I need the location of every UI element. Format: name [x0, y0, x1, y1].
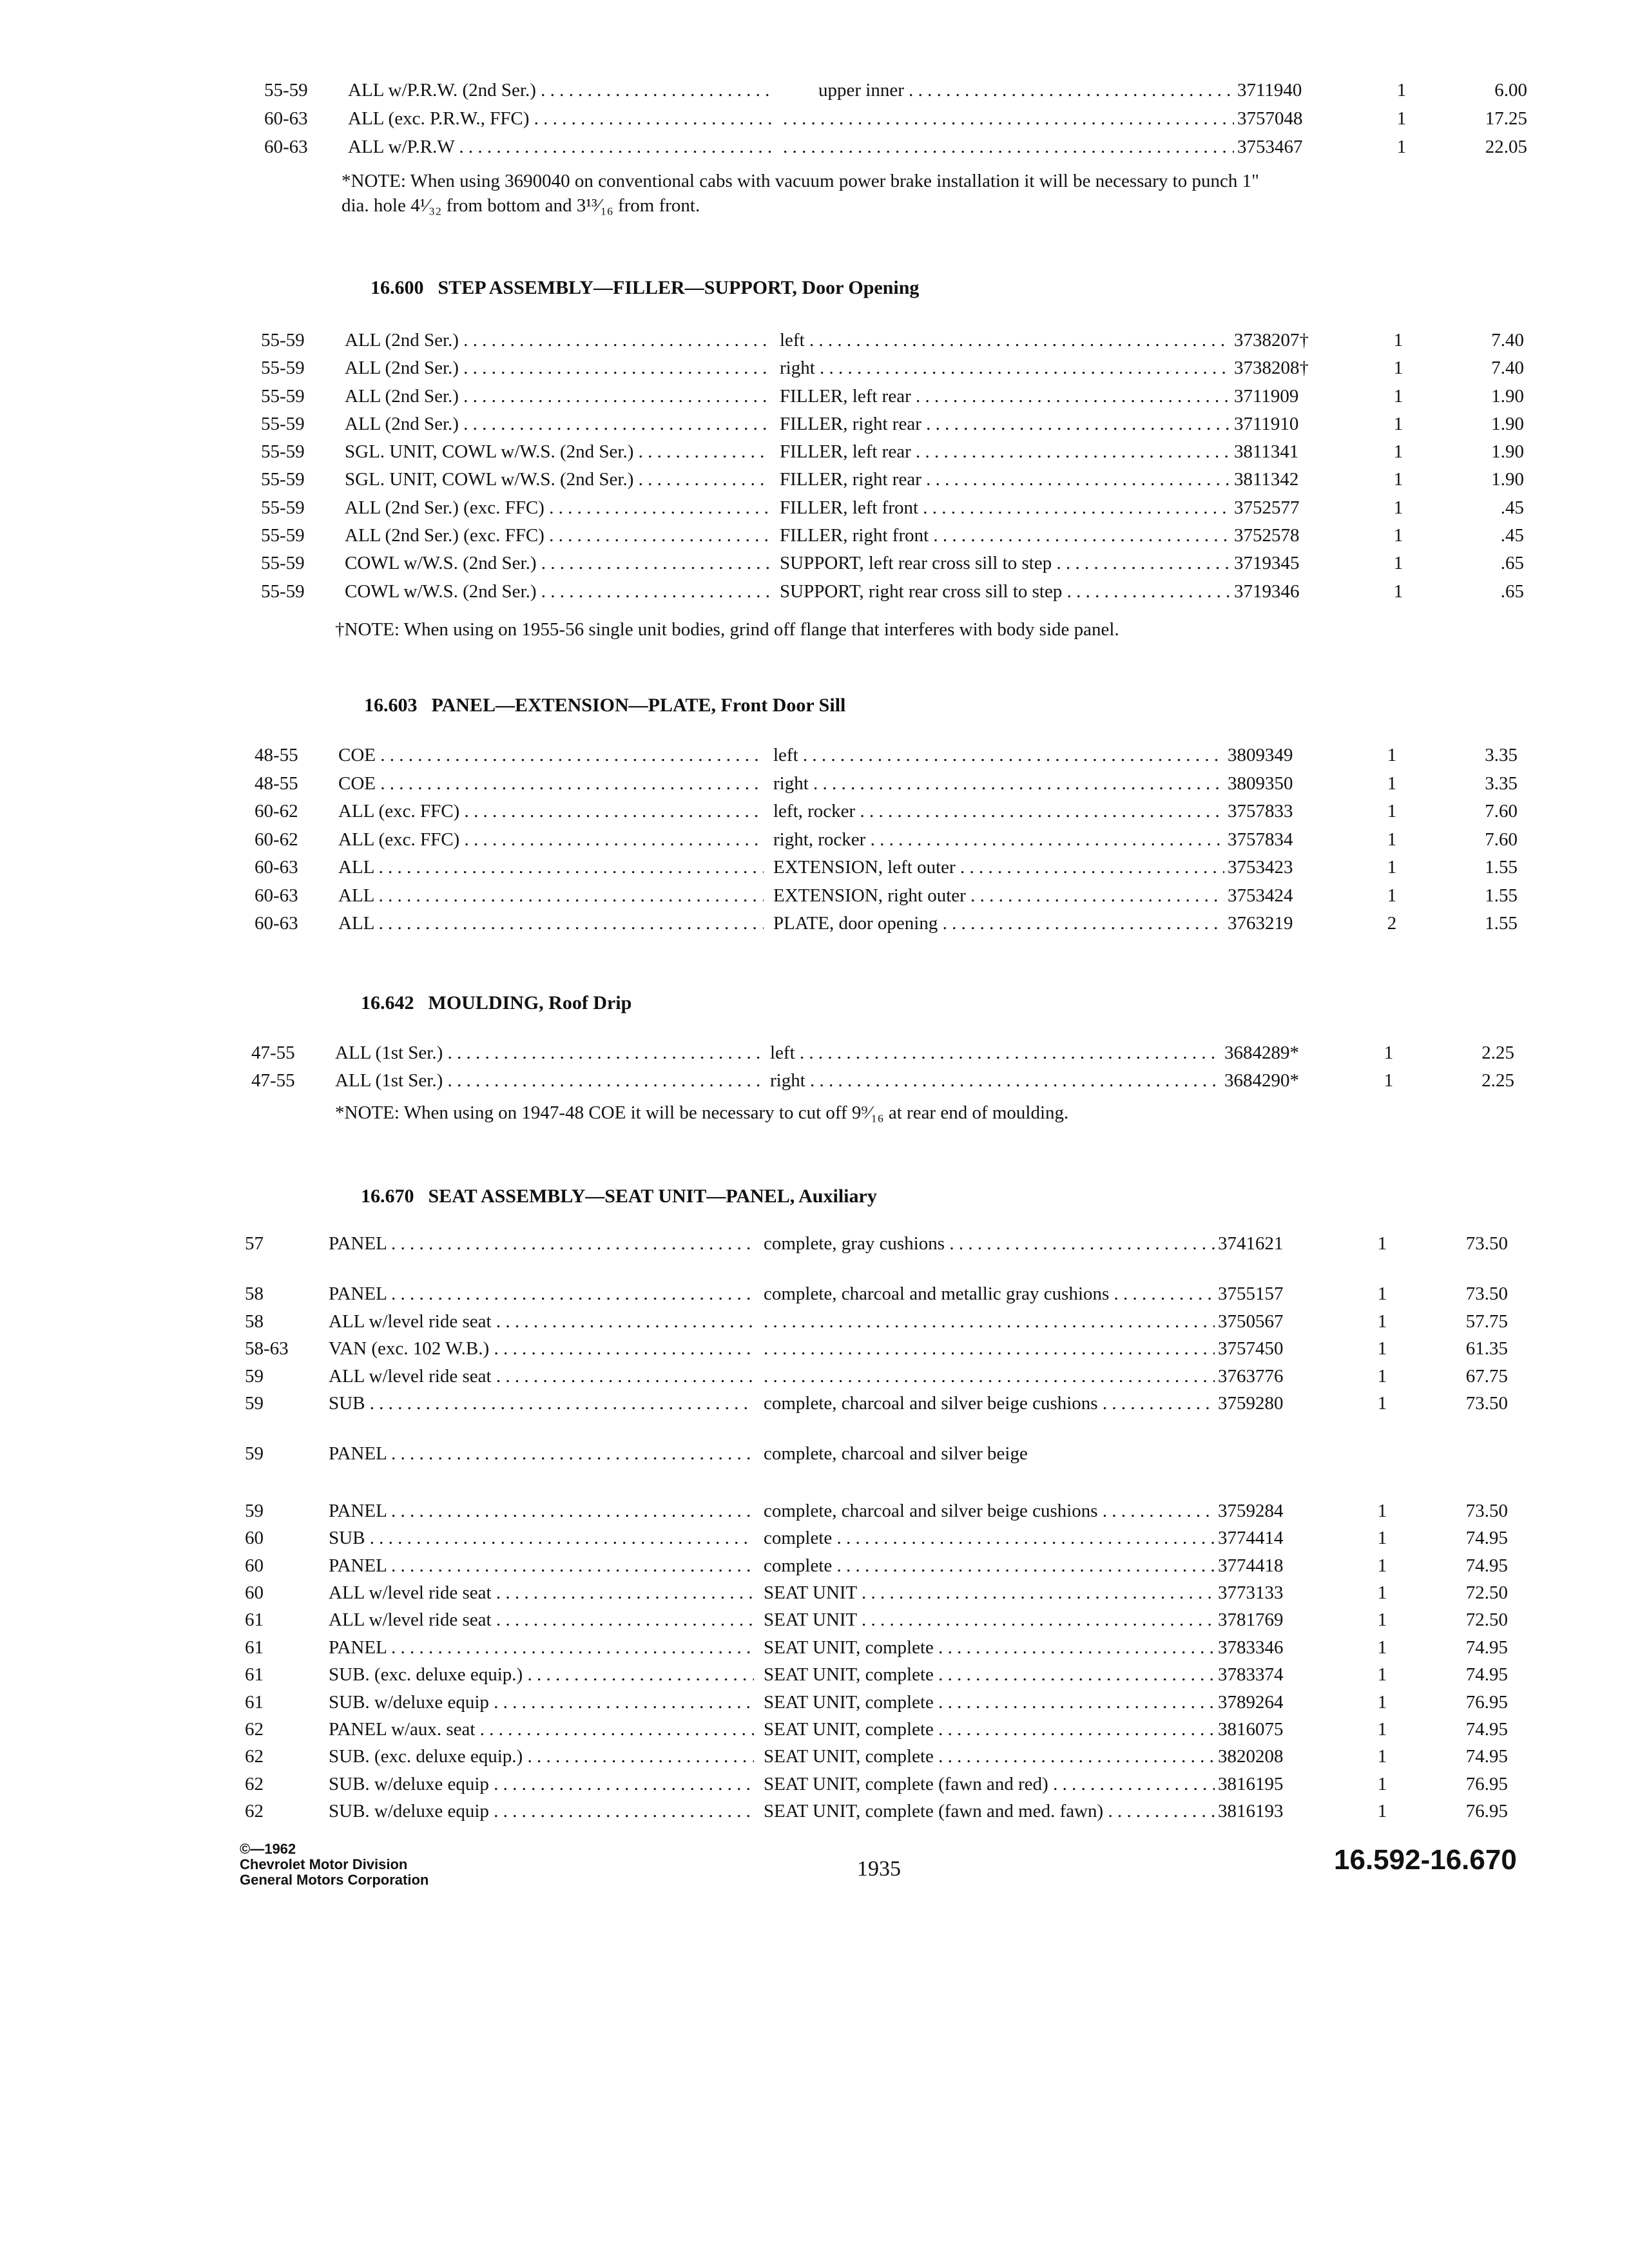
- price-cell: 7.60: [1485, 801, 1518, 822]
- section-note: †NOTE: When using on 1955-56 single unit bodies, grind off flange that interferes with body side panel.: [335, 619, 1119, 640]
- description-cell: SEAT UNIT, complete . . .: [764, 1633, 1215, 1662]
- year-cell: 57: [245, 1233, 264, 1254]
- quantity-cell: 1: [1387, 773, 1397, 794]
- section-number: 16.600: [371, 277, 424, 298]
- model-cell: ALL . . .: [338, 881, 764, 910]
- price-cell: 72.50: [1465, 1610, 1508, 1630]
- description-cell: FILLER, left rear . . .: [780, 437, 1231, 466]
- footer-imprint: [240, 1841, 429, 1888]
- quantity-cell: 1: [1393, 330, 1403, 351]
- price-cell: 76.95: [1465, 1801, 1508, 1821]
- price-cell: .45: [1500, 497, 1524, 518]
- model-cell: COE . . .: [338, 741, 764, 769]
- description-cell: SEAT UNIT, complete . . .: [764, 1688, 1215, 1716]
- year-cell: 60-63: [264, 108, 308, 129]
- year-cell: 62: [245, 1774, 264, 1794]
- year-cell: 60: [245, 1582, 264, 1603]
- year-cell: 58: [245, 1283, 264, 1304]
- description-cell: complete, gray cushions . . .: [764, 1229, 1215, 1258]
- model-cell: ALL (exc. FFC) . . .: [338, 825, 764, 854]
- price-cell: 1.55: [1485, 913, 1518, 934]
- model-cell: VAN (exc. 102 W.B.) . . .: [329, 1334, 754, 1363]
- description-cell: complete . . .: [764, 1552, 1215, 1580]
- quantity-cell: 1: [1387, 745, 1397, 765]
- year-cell: 58-63: [245, 1338, 289, 1359]
- model-cell: ALL w/P.R.W . . .: [348, 133, 773, 161]
- quantity-cell: 1: [1393, 497, 1403, 518]
- section-heading: [371, 277, 919, 299]
- part-number-cell: 3820208: [1218, 1746, 1284, 1767]
- year-cell: 55-59: [261, 330, 305, 351]
- model-cell: SUB. (exc. deluxe equip.) . . .: [329, 1660, 754, 1689]
- quantity-cell: 1: [1377, 1555, 1387, 1576]
- section-note: *NOTE: When using on 1947-48 COE it will be necessary to cut off 9⁹⁄₁₆ at rear end of moulding.: [335, 1102, 1069, 1123]
- model-cell: SGL. UNIT, COWL w/W.S. (2nd Ser.) . . .: [345, 437, 770, 466]
- description-cell: FILLER, right front . . .: [780, 521, 1231, 550]
- part-number-cell: 3809349: [1228, 745, 1293, 765]
- part-number-cell: 3719346: [1234, 581, 1300, 602]
- quantity-cell: 1: [1396, 80, 1407, 101]
- description-cell: [764, 1362, 1215, 1390]
- part-number-cell: 3753467: [1237, 137, 1303, 157]
- quantity-cell: 1: [1393, 386, 1403, 407]
- year-cell: 59: [245, 1393, 264, 1414]
- model-cell: PANEL . . .: [329, 1439, 754, 1468]
- quantity-cell: 1: [1383, 1043, 1394, 1063]
- description-cell: FILLER, left rear . . .: [780, 382, 1231, 410]
- quantity-cell: 1: [1377, 1501, 1387, 1521]
- section-note: *NOTE: When using 3690040 on conventional cabs with vacuum power brake installation it will be necessary to punch 1" dia. hole 4¹⁄₃₂ from bottom and 3¹³⁄₁₆ from front.: [342, 171, 1259, 216]
- description-cell: right, rocker . . .: [773, 825, 1224, 854]
- price-cell: 74.95: [1465, 1555, 1508, 1576]
- quantity-cell: 1: [1393, 525, 1403, 546]
- description-cell: SEAT UNIT, complete . . .: [764, 1660, 1215, 1689]
- quantity-cell: 1: [1377, 1719, 1387, 1740]
- price-cell: .45: [1500, 525, 1524, 546]
- year-cell: 48-55: [255, 745, 298, 765]
- model-cell: PANEL . . .: [329, 1633, 754, 1662]
- quantity-cell: 1: [1377, 1233, 1387, 1254]
- part-number-cell: 3738207†: [1234, 330, 1309, 351]
- part-number-cell: 3783346: [1218, 1637, 1284, 1658]
- description-cell: [764, 1334, 1215, 1363]
- year-cell: 55-59: [261, 441, 305, 462]
- division-name: Chevrolet Motor Division: [240, 1856, 408, 1872]
- year-cell: 60: [245, 1528, 264, 1548]
- model-cell: PANEL . . .: [329, 1229, 754, 1258]
- year-cell: 61: [245, 1610, 264, 1630]
- part-number-cell: 3811342: [1234, 469, 1299, 490]
- part-number-cell: 3774418: [1218, 1555, 1284, 1576]
- model-cell: COWL w/W.S. (2nd Ser.) . . .: [345, 577, 770, 606]
- price-cell: 7.40: [1491, 358, 1524, 378]
- price-cell: 57.75: [1465, 1311, 1508, 1332]
- model-cell: ALL w/level ride seat . . .: [329, 1362, 754, 1390]
- quantity-cell: 1: [1396, 137, 1407, 157]
- description-cell: FILLER, left front . . .: [780, 494, 1231, 522]
- description-cell: SUPPORT, left rear cross sill to step . . .: [780, 549, 1231, 577]
- part-number-cell: 3752578: [1234, 525, 1300, 546]
- model-cell: ALL (2nd Ser.) (exc. FFC) . . .: [345, 521, 770, 550]
- model-cell: SUB. w/deluxe equip . . .: [329, 1770, 754, 1798]
- part-number-cell: 3783374: [1218, 1664, 1284, 1685]
- price-cell: 2.25: [1481, 1043, 1514, 1063]
- year-cell: 55-59: [261, 469, 305, 490]
- model-cell: ALL . . .: [338, 853, 764, 881]
- model-cell: ALL . . .: [338, 909, 764, 937]
- description-cell: FILLER, right rear . . .: [780, 465, 1231, 494]
- page-number: 1935: [857, 1857, 901, 1881]
- quantity-cell: 1: [1393, 553, 1403, 573]
- part-number-cell: 3752577: [1234, 497, 1300, 518]
- part-number-cell: 3774414: [1218, 1528, 1284, 1548]
- section-number: 16.603: [364, 695, 418, 716]
- part-number-cell: 3816075: [1218, 1719, 1284, 1740]
- year-cell: 55-59: [261, 497, 305, 518]
- quantity-cell: 1: [1393, 358, 1403, 378]
- quantity-cell: 1: [1377, 1801, 1387, 1821]
- part-number-cell: 3755157: [1218, 1283, 1284, 1304]
- part-number-cell: 3738208†: [1234, 358, 1309, 378]
- model-cell: ALL w/P.R.W. (2nd Ser.) . . .: [348, 76, 773, 104]
- model-cell: COWL w/W.S. (2nd Ser.) . . .: [345, 549, 770, 577]
- quantity-cell: 1: [1377, 1664, 1387, 1685]
- part-number-cell: 3719345: [1234, 553, 1300, 573]
- description-cell: left, rocker . . .: [773, 797, 1224, 825]
- price-cell: 67.75: [1465, 1366, 1508, 1387]
- price-cell: 74.95: [1465, 1746, 1508, 1767]
- price-cell: 76.95: [1465, 1692, 1508, 1713]
- year-cell: 60-63: [255, 913, 298, 934]
- quantity-cell: 2: [1387, 913, 1397, 934]
- price-cell: 3.35: [1485, 773, 1518, 794]
- section-heading: [361, 992, 631, 1014]
- part-number-cell: 3773133: [1218, 1582, 1284, 1603]
- price-cell: 76.95: [1465, 1774, 1508, 1794]
- description-cell: FILLER, right rear . . .: [780, 410, 1231, 438]
- year-cell: 58: [245, 1311, 264, 1332]
- model-cell: SUB . . .: [329, 1389, 754, 1418]
- price-cell: 1.90: [1491, 469, 1524, 490]
- section-heading: [361, 1186, 877, 1207]
- year-cell: 55-59: [264, 80, 308, 101]
- price-cell: 6.00: [1494, 80, 1527, 101]
- model-cell: ALL (1st Ser.) . . .: [335, 1039, 760, 1067]
- quantity-cell: 1: [1387, 857, 1397, 878]
- model-cell: ALL (exc. P.R.W., FFC) . . .: [348, 104, 773, 133]
- description-cell: upper inner . . .: [818, 76, 1234, 104]
- year-cell: 55-59: [261, 525, 305, 546]
- quantity-cell: 1: [1377, 1366, 1387, 1387]
- price-cell: 73.50: [1465, 1283, 1508, 1304]
- model-cell: SUB. w/deluxe equip . . .: [329, 1797, 754, 1825]
- model-cell: ALL w/level ride seat . . .: [329, 1307, 754, 1336]
- year-cell: 55-59: [261, 386, 305, 407]
- model-cell: SUB. w/deluxe equip . . .: [329, 1688, 754, 1716]
- year-cell: 61: [245, 1664, 264, 1685]
- price-cell: 1.90: [1491, 386, 1524, 407]
- year-cell: 60-63: [264, 137, 308, 157]
- model-cell: ALL (2nd Ser.) . . .: [345, 410, 770, 438]
- quantity-cell: 1: [1387, 801, 1397, 822]
- year-cell: 60-63: [255, 857, 298, 878]
- description-cell: EXTENSION, left outer . . .: [773, 853, 1224, 881]
- quantity-cell: 1: [1377, 1692, 1387, 1713]
- year-cell: 60-62: [255, 801, 298, 822]
- model-cell: ALL w/level ride seat . . .: [329, 1606, 754, 1634]
- model-cell: SGL. UNIT, COWL w/W.S. (2nd Ser.) . . .: [345, 465, 770, 494]
- section-number: 16.642: [361, 992, 414, 1014]
- description-cell: right . . .: [773, 769, 1224, 798]
- year-cell: 55-59: [261, 414, 305, 434]
- price-cell: .65: [1500, 581, 1524, 602]
- description-cell: [783, 133, 1234, 161]
- year-cell: 60-63: [255, 885, 298, 906]
- price-cell: 73.50: [1465, 1393, 1508, 1414]
- part-number-cell: 3757450: [1218, 1338, 1284, 1359]
- quantity-cell: 1: [1377, 1311, 1387, 1332]
- part-number-cell: 3781769: [1218, 1610, 1284, 1630]
- model-cell: ALL w/level ride seat . . .: [329, 1579, 754, 1607]
- price-cell: 61.35: [1465, 1338, 1508, 1359]
- section-number: 16.670: [361, 1186, 414, 1207]
- year-cell: 48-55: [255, 773, 298, 794]
- section-title: SEAT ASSEMBLY—SEAT UNIT—PANEL, Auxiliary: [428, 1186, 877, 1207]
- part-number-cell: 3741621: [1218, 1233, 1284, 1254]
- year-cell: 61: [245, 1692, 264, 1713]
- part-number-cell: 3757834: [1228, 829, 1293, 850]
- part-number-cell: 3809350: [1228, 773, 1293, 794]
- price-cell: 22.05: [1485, 137, 1527, 157]
- quantity-cell: 1: [1377, 1637, 1387, 1658]
- year-cell: 60: [245, 1555, 264, 1576]
- model-cell: ALL (2nd Ser.) . . .: [345, 326, 770, 354]
- price-cell: 73.50: [1465, 1501, 1508, 1521]
- part-number-cell: 3750567: [1218, 1311, 1284, 1332]
- year-cell: 55-59: [261, 581, 305, 602]
- model-cell: ALL (1st Ser.) . . .: [335, 1066, 760, 1095]
- price-cell: .65: [1500, 553, 1524, 573]
- description-cell: SEAT UNIT, complete (fawn and red) . . .: [764, 1770, 1215, 1798]
- part-number-cell: 3753424: [1228, 885, 1293, 906]
- price-cell: 1.90: [1491, 441, 1524, 462]
- description-cell: PLATE, door opening . . .: [773, 909, 1224, 937]
- description-cell: EXTENSION, right outer . . .: [773, 881, 1224, 910]
- quantity-cell: 1: [1393, 441, 1403, 462]
- price-cell: 72.50: [1465, 1582, 1508, 1603]
- quantity-cell: 1: [1377, 1393, 1387, 1414]
- section-title: MOULDING, Roof Drip: [428, 992, 632, 1014]
- description-cell: left . . .: [773, 741, 1224, 769]
- corporation-name: General Motors Corporation: [240, 1872, 429, 1888]
- part-number-cell: 3763776: [1218, 1366, 1284, 1387]
- description-cell: SEAT UNIT . . .: [764, 1579, 1215, 1607]
- description-cell: SUPPORT, right rear cross sill to step . . .: [780, 577, 1231, 606]
- year-cell: 60-62: [255, 829, 298, 850]
- year-cell: 59: [245, 1443, 264, 1464]
- section-title: PANEL—EXTENSION—PLATE, Front Door Sill: [431, 695, 846, 716]
- quantity-cell: 1: [1393, 414, 1403, 434]
- model-cell: PANEL . . .: [329, 1497, 754, 1525]
- part-number-cell: 3759284: [1218, 1501, 1284, 1521]
- price-cell: 74.95: [1465, 1637, 1508, 1658]
- quantity-cell: 1: [1393, 581, 1403, 602]
- quantity-cell: 1: [1377, 1283, 1387, 1304]
- description-cell: complete . . .: [764, 1524, 1215, 1552]
- section-range: 16.592-16.670: [1334, 1844, 1517, 1876]
- quantity-cell: 1: [1393, 469, 1403, 490]
- model-cell: ALL (2nd Ser.) (exc. FFC) . . .: [345, 494, 770, 522]
- quantity-cell: 1: [1377, 1528, 1387, 1548]
- year-cell: 62: [245, 1719, 264, 1740]
- year-cell: 62: [245, 1746, 264, 1767]
- part-number-cell: 3684289*: [1224, 1043, 1299, 1063]
- price-cell: 74.95: [1465, 1528, 1508, 1548]
- year-cell: 59: [245, 1366, 264, 1387]
- year-cell: 61: [245, 1637, 264, 1658]
- price-cell: 1.55: [1485, 857, 1518, 878]
- part-number-cell: 3711910: [1234, 414, 1299, 434]
- price-cell: 3.35: [1485, 745, 1518, 765]
- quantity-cell: 1: [1377, 1774, 1387, 1794]
- description-cell: left . . .: [780, 326, 1231, 354]
- model-cell: PANEL . . .: [329, 1552, 754, 1580]
- quantity-cell: 1: [1377, 1610, 1387, 1630]
- description-cell: SEAT UNIT, complete (fawn and med. fawn) . . .: [764, 1797, 1215, 1825]
- description-cell: complete, charcoal and metallic gray cushions . . .: [764, 1280, 1215, 1308]
- model-cell: SUB. (exc. deluxe equip.) . . .: [329, 1742, 754, 1771]
- section-title: STEP ASSEMBLY—FILLER—SUPPORT, Door Opening: [438, 277, 920, 298]
- description-cell: SEAT UNIT, complete . . .: [764, 1742, 1215, 1771]
- description-cell: complete, charcoal and silver beige cushions . . .: [764, 1497, 1215, 1525]
- model-cell: SUB . . .: [329, 1524, 754, 1552]
- model-cell: COE . . .: [338, 769, 764, 798]
- section-heading: [364, 695, 845, 716]
- description-cell: left . . .: [770, 1039, 1221, 1067]
- part-number-cell: 3711909: [1234, 386, 1299, 407]
- price-cell: 74.95: [1465, 1719, 1508, 1740]
- description-cell: SEAT UNIT . . .: [764, 1606, 1215, 1634]
- year-cell: 47-55: [251, 1043, 295, 1063]
- description-cell: right . . .: [770, 1066, 1221, 1095]
- copyright: ©—1962: [240, 1841, 296, 1857]
- part-number-cell: 3759280: [1218, 1393, 1284, 1414]
- price-cell: 74.95: [1465, 1664, 1508, 1685]
- quantity-cell: 1: [1383, 1070, 1394, 1091]
- part-number-cell: 3816195: [1218, 1774, 1284, 1794]
- price-cell: 73.50: [1465, 1233, 1508, 1254]
- year-cell: 59: [245, 1501, 264, 1521]
- model-cell: ALL (exc. FFC) . . .: [338, 797, 764, 825]
- price-cell: 1.55: [1485, 885, 1518, 906]
- part-number-cell: 3816193: [1218, 1801, 1284, 1821]
- model-cell: ALL (2nd Ser.) . . .: [345, 354, 770, 382]
- part-number-cell: 3684290*: [1224, 1070, 1299, 1091]
- model-cell: PANEL . . .: [329, 1280, 754, 1308]
- year-cell: 55-59: [261, 358, 305, 378]
- year-cell: 55-59: [261, 553, 305, 573]
- description-cell: right . . .: [780, 354, 1231, 382]
- part-number-cell: 3811341: [1234, 441, 1299, 462]
- part-number-cell: 3789264: [1218, 1692, 1284, 1713]
- quantity-cell: 1: [1377, 1746, 1387, 1767]
- price-cell: 7.40: [1491, 330, 1524, 351]
- price-cell: 2.25: [1481, 1070, 1514, 1091]
- description-cell: complete, charcoal and silver beige cushions . . .: [764, 1389, 1215, 1418]
- quantity-cell: 1: [1377, 1582, 1387, 1603]
- part-number-cell: 3757833: [1228, 801, 1293, 822]
- model-cell: PANEL w/aux. seat . . .: [329, 1715, 754, 1744]
- price-cell: 17.25: [1485, 108, 1527, 129]
- price-cell: 7.60: [1485, 829, 1518, 850]
- description-cell: [764, 1307, 1215, 1336]
- description-cell: [783, 104, 1234, 133]
- description-cell: complete, charcoal and silver beige: [764, 1443, 1028, 1464]
- quantity-cell: 1: [1387, 885, 1397, 906]
- quantity-cell: 1: [1396, 108, 1407, 129]
- price-cell: 1.90: [1491, 414, 1524, 434]
- model-cell: ALL (2nd Ser.) . . .: [345, 382, 770, 410]
- part-number-cell: 3757048: [1237, 108, 1303, 129]
- quantity-cell: 1: [1377, 1338, 1387, 1359]
- description-cell: SEAT UNIT, complete . . .: [764, 1715, 1215, 1744]
- part-number-cell: 3711940: [1237, 80, 1302, 101]
- quantity-cell: 1: [1387, 829, 1397, 850]
- year-cell: 47-55: [251, 1070, 295, 1091]
- part-number-cell: 3763219: [1228, 913, 1293, 934]
- year-cell: 62: [245, 1801, 264, 1821]
- part-number-cell: 3753423: [1228, 857, 1293, 878]
